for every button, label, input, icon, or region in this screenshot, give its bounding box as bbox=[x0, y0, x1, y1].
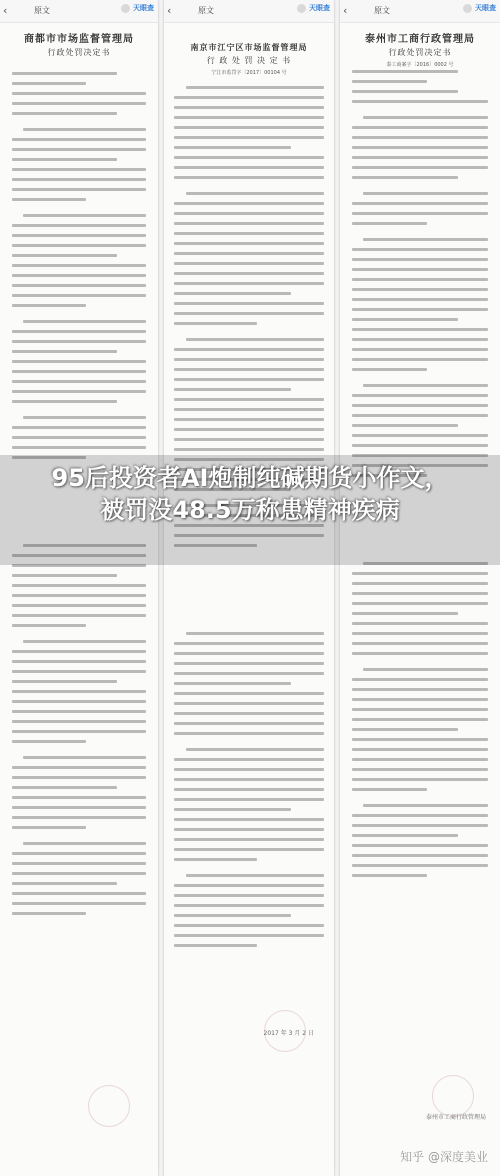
topbar-label: 原文 bbox=[374, 6, 390, 15]
document-number: 宁江市监罚字〔2017〕00104 号 bbox=[211, 70, 287, 76]
document-page-3 bbox=[340, 0, 500, 1176]
document-page-2 bbox=[164, 0, 334, 1176]
back-icon[interactable]: ‹ bbox=[343, 4, 348, 17]
back-icon[interactable]: ‹ bbox=[3, 4, 8, 17]
document-title: 商都市市场监督管理局 bbox=[24, 34, 134, 45]
document-subtitle: 行 政 处 罚 决 定 书 bbox=[206, 56, 292, 65]
brand-logo: 天眼查 bbox=[133, 4, 154, 12]
share-icon[interactable] bbox=[297, 4, 306, 13]
topbar-label: 原文 bbox=[198, 6, 214, 15]
share-icon[interactable] bbox=[463, 4, 472, 13]
document-header bbox=[0, 30, 158, 61]
app-topbar bbox=[164, 0, 334, 23]
document-page-1 bbox=[0, 0, 158, 1176]
brand-logo: 天眼查 bbox=[309, 4, 330, 12]
document-title: 泰州市工商行政管理局 bbox=[365, 34, 475, 45]
document-title: 南京市江宁区市场监督管理局 bbox=[190, 42, 308, 52]
signature-date: 2017 年 3 月 2 日 bbox=[263, 1030, 314, 1037]
headline bbox=[0, 462, 500, 526]
document-header bbox=[164, 40, 334, 76]
signature-authority: 泰州市工商行政管理局 bbox=[425, 1114, 486, 1121]
document-header bbox=[340, 30, 500, 68]
share-icon[interactable] bbox=[121, 4, 130, 13]
official-seal bbox=[88, 1085, 130, 1127]
document-subtitle: 行政处罚决定书 bbox=[388, 48, 452, 57]
app-topbar bbox=[340, 0, 500, 23]
app-topbar bbox=[0, 0, 158, 23]
topbar-label: 原文 bbox=[34, 6, 50, 15]
document-subtitle: 行政处罚决定书 bbox=[47, 48, 111, 57]
brand-logo: 天眼查 bbox=[475, 4, 496, 12]
headline-line-2: 被罚没48.5万称患精神疾病 bbox=[100, 496, 400, 524]
document-number: 泰工商案字〔2016〕0002 号 bbox=[386, 62, 454, 68]
official-seal bbox=[432, 1075, 474, 1117]
headline-line-1: 95后投资者AI炮制纯碱期货小作文， bbox=[51, 464, 449, 492]
watermark: 知乎 @深度美业 bbox=[400, 1150, 488, 1164]
back-icon[interactable]: ‹ bbox=[167, 4, 172, 17]
